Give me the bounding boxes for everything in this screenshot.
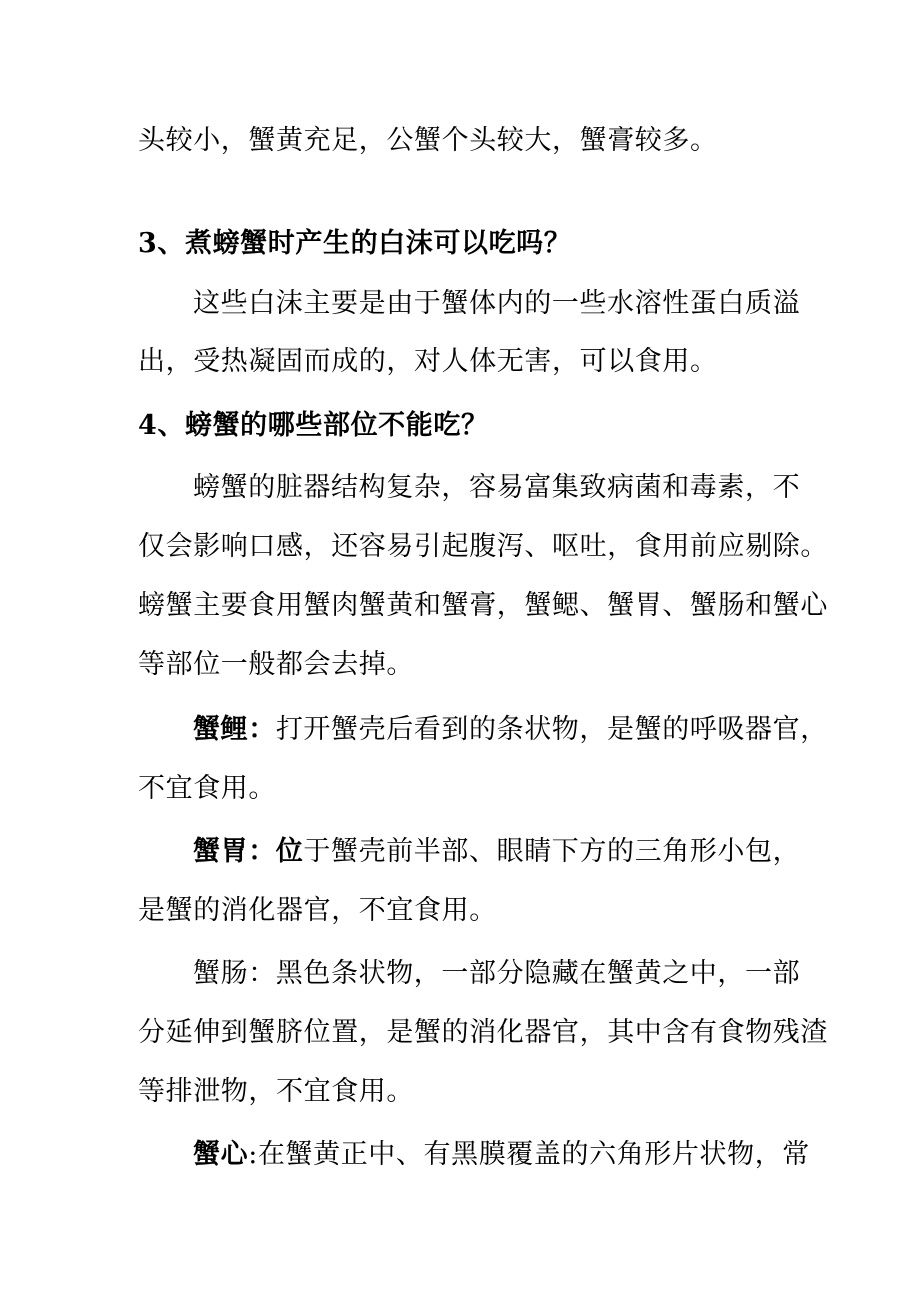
paragraph-line: 分延伸到蟹脐位置，是蟹的消化器官，其中含有食物残渣 [138, 1017, 828, 1048]
section-heading-3: 3、煮螃蟹时产生的白沫可以吃吗？ [138, 228, 572, 259]
paragraph-line: 蟹肠：黑色条状物，一部分隐藏在蟹黄之中，一部 [193, 958, 801, 989]
text-line: 头较小，蟹黄充足，公蟹个头较大，蟹膏较多。 [138, 125, 718, 156]
paragraph-line: 等部位一般都会去掉。 [138, 649, 414, 680]
gill-paragraph-line [193, 714, 828, 746]
stomach-term: 蟹胃：位 [193, 836, 304, 867]
paragraph-line: 是蟹的消化器官，不宜食用。 [138, 895, 497, 926]
section-heading-4: 4、螃蟹的哪些部位不能吃？ [138, 410, 489, 441]
gill-term: 蟹鲤： [193, 714, 276, 745]
stomach-text: 于蟹壳前半部、眼睛下方的三角形小包， [303, 836, 801, 867]
heart-term: 蟹心 [193, 1139, 249, 1170]
heart-paragraph-line [193, 1139, 810, 1171]
paragraph-line: 仅会影响口感，还容易引起腹泻、呕吐，食用前应剔除。 [138, 531, 828, 562]
paragraph-line: 螃蟹的脏器结构复杂，容易富集致病菌和毒素，不 [193, 472, 801, 503]
heart-text: :在蟹黄正中、有黑膜覆盖的六角形片状物，常 [248, 1139, 810, 1170]
paragraph-line: 不宜食用。 [138, 773, 276, 804]
paragraph-line: 这些白沫主要是由于蟹体内的一些水溶性蛋白质溢 [193, 288, 801, 319]
gill-text: 打开蟹壳后看到的条状物，是蟹的呼吸器官， [275, 714, 828, 745]
paragraph-line: 螃蟹主要食用蟹肉蟹黄和蟹膏，蟹鳃、蟹胃、蟹肠和蟹心 [138, 590, 828, 621]
paragraph-line: 等排泄物，不宜食用。 [138, 1076, 414, 1107]
paragraph-line: 出，受热凝固而成的，对人体无害，可以食用。 [138, 346, 718, 377]
stomach-paragraph-line [193, 836, 800, 868]
